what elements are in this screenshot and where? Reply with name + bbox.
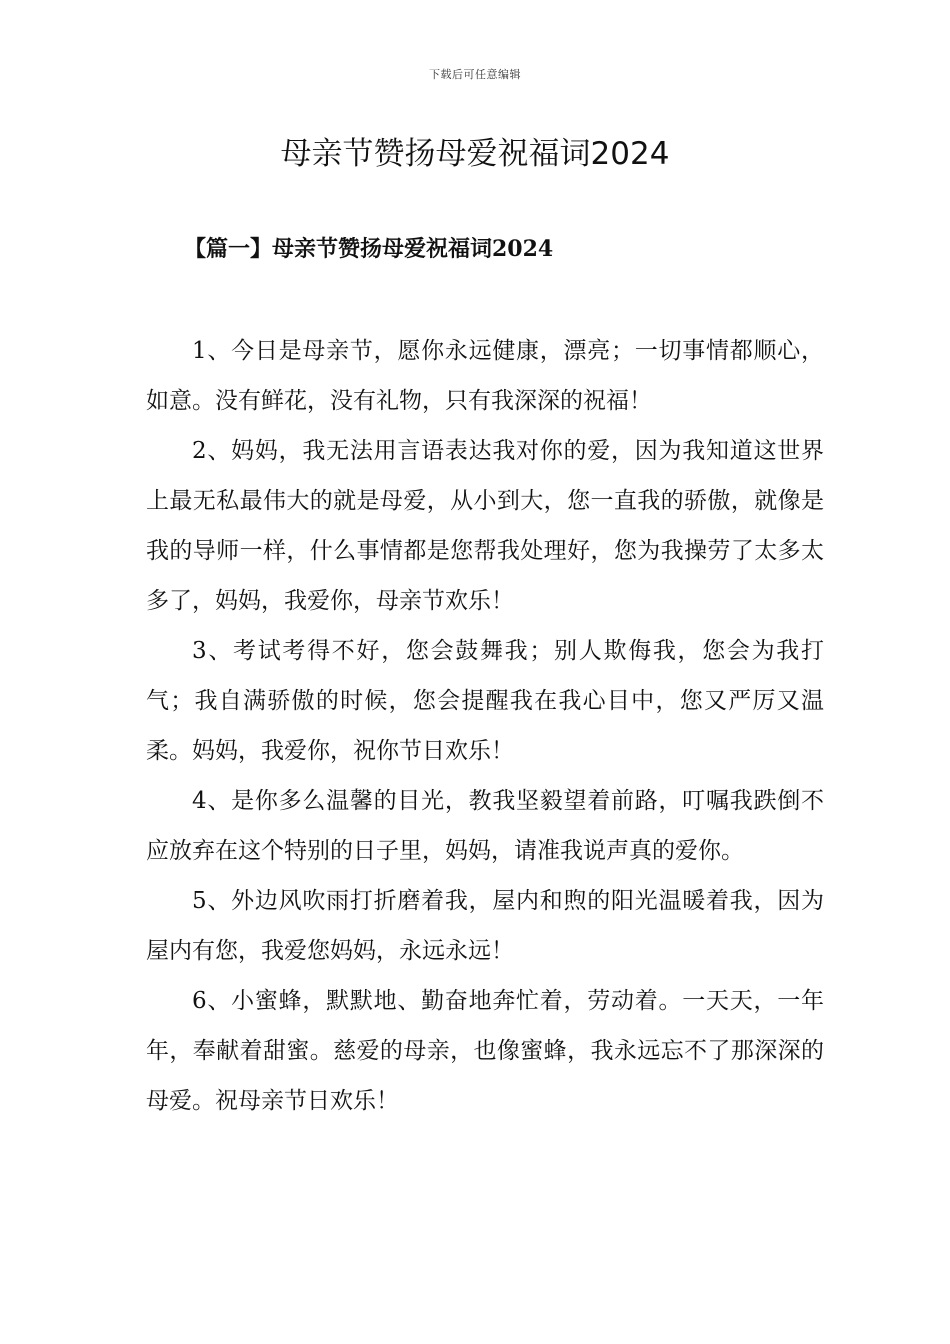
header-note: 下载后可任意编辑 [429,68,521,81]
section-heading: 【篇一】母亲节赞扬母爱祝福词2024 [184,236,554,262]
paragraph-4: 4、是你多么温馨的目光，教我坚毅望着前路，叮嘱我跌倒不应放弃在这个特别的日子里，妈妈，请准我说声真的爱你。 [146,788,824,864]
body-text [146,326,824,1126]
paragraph-5: 5、外边风吹雨打折磨着我，屋内和煦的阳光温暖着我，因为屋内有您，我爱您妈妈，永远永远！ [146,888,824,964]
paragraph-2: 2、妈妈，我无法用言语表达我对你的爱，因为我知道这世界上最无私最伟大的就是母爱，从小到大，您一直我的骄傲，就像是我的导师一样，什么事情都是您帮我处理好，您为我操劳了太多太多了，妈妈，我爱你，母亲节欢乐！ [146,438,824,614]
paragraph-3: 3、考试考得不好，您会鼓舞我；别人欺侮我，您会为我打气；我自满骄傲的时候，您会提醒我在我心目中，您又严厉又温柔。妈妈，我爱你，祝你节日欢乐！ [146,638,824,764]
paragraph-6: 6、小蜜蜂，默默地、勤奋地奔忙着，劳动着。一天天，一年年，奉献着甜蜜。慈爱的母亲，也像蜜蜂，我永远忘不了那深深的母爱。祝母亲节日欢乐！ [146,988,824,1114]
paragraph-1: 1、今日是母亲节，愿你永远健康，漂亮；一切事情都顺心，如意。没有鲜花，没有礼物，只有我深深的祝福！ [146,338,824,414]
document-title: 母亲节赞扬母爱祝福词2024 [280,136,670,172]
